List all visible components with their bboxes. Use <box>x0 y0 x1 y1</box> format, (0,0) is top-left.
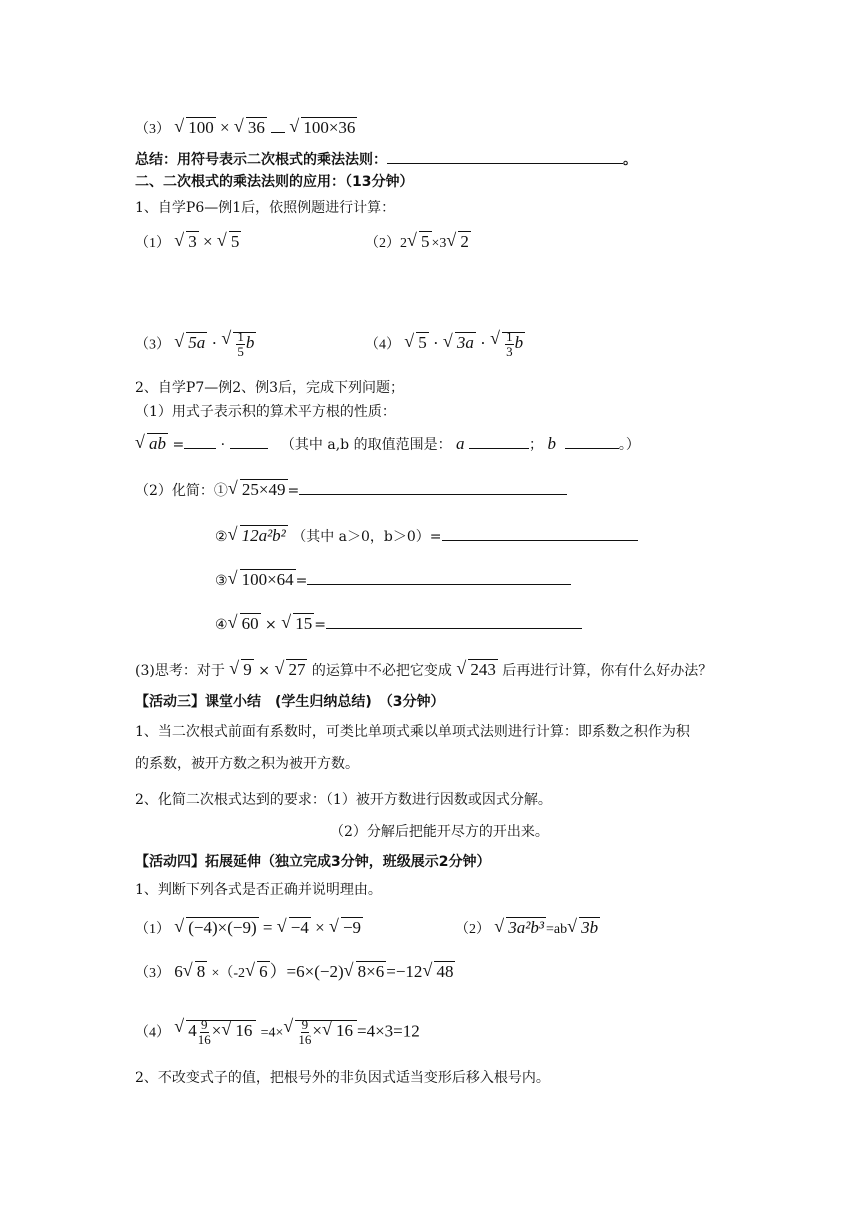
mult-text: ×3 <box>431 236 447 251</box>
sqrt-fraction: √ $\frac{9}{16}$ ×√ 16 <box>285 1018 357 1047</box>
sqrt-neg4: √ −4 <box>279 918 311 938</box>
ex1-q2 <box>365 232 471 254</box>
item-label: ④ <box>215 617 228 633</box>
item-label: （2）2 <box>365 236 407 251</box>
judge-3 <box>135 962 455 984</box>
think-text: (3)思考：对于 <box>135 663 225 679</box>
sqrt-8x6: √ 8×6 <box>346 962 387 982</box>
act3-p1a: 1、当二次根式前面有系数时，可类比单项式乘以单项式法则进行计算：即系数之积作为积 <box>135 724 690 740</box>
answer-blank[interactable] <box>326 628 582 629</box>
sqrt-fifth-b: √ $\frac{1}{5}$ b <box>223 330 256 359</box>
sqrt-100: √ 100 <box>176 118 216 138</box>
blank-a[interactable] <box>469 448 529 449</box>
act4-q2: 2、不改变式子的值，把根号外的非负因式适当变形后移入根号内。 <box>135 1070 550 1086</box>
var-b: b <box>547 434 556 453</box>
sqrt-neg9: √ −9 <box>331 918 363 938</box>
sqrt-3: √ 3 <box>176 232 199 252</box>
judge-1: （1） √ (−4)×(−9) = √ −4 × √ −9 <box>135 918 363 940</box>
sqrt-12a2b2: √ 12a²b² <box>230 526 288 546</box>
item-label: （3） <box>135 122 170 137</box>
expanded: ）=6×(−2) <box>269 962 344 981</box>
item-label: （4） <box>365 337 400 353</box>
item-label: （3） <box>135 966 170 981</box>
ex2-q1-formula: √ ab = · （其中 a,b 的取值范围是： a ； b 。） <box>135 434 640 455</box>
sqrt-36: √ 36 <box>236 118 267 138</box>
activity-3-heading: 【活动三】课堂小结 (学生归纳总结) （3分钟） <box>135 694 445 710</box>
summary-blank[interactable] <box>387 163 623 164</box>
item-label: （4） <box>135 1025 170 1041</box>
section-2-heading: 二、二次根式的乘法法则的应用：（13分钟） <box>135 174 414 190</box>
result: =−12 <box>386 962 423 981</box>
answer-blank[interactable] <box>442 540 638 541</box>
item-label: （2）化简：① <box>135 483 228 499</box>
ex1-q3 <box>135 330 256 359</box>
sqrt-3b: √ 3b <box>569 918 600 938</box>
item-label: （1） <box>135 236 170 251</box>
sqrt-15: √ 15 <box>283 614 314 634</box>
sqrt-third-b: √ $\frac{1}{3}$ b <box>492 330 525 359</box>
dot: · <box>480 333 486 353</box>
equals: = <box>314 617 326 633</box>
example2-q1: （1）用式子表示积的算术平方根的性质： <box>135 404 396 420</box>
sqrt-48: √ 48 <box>424 962 455 982</box>
example1-intro: 1、自学P6—例1后，依照例题进行计算： <box>135 200 396 216</box>
var-a: a <box>456 434 465 453</box>
sqrt-60: √ 60 <box>230 614 261 634</box>
ab-text: =ab <box>545 922 568 937</box>
ex1-q4 <box>365 330 525 359</box>
act3-p2: 2、化简二次根式达到的要求：（1）被开方数进行因数或因式分解。 <box>135 792 552 808</box>
item-label: ③ <box>215 573 228 589</box>
judge-4 <box>135 1018 420 1047</box>
equals: = <box>295 573 308 589</box>
think-text-2: 的运算中不必把它变成 <box>311 663 452 679</box>
sqrt-5: √ 5 <box>219 232 242 252</box>
ex2-q2-3 <box>215 570 571 591</box>
sqrt-neg-product: √ (−4)×(−9) <box>176 918 258 938</box>
sqrt-mixed-fraction: √ 4 $\frac{9}{16}$ ×√ 16 <box>176 1018 256 1047</box>
summary-end: 。 <box>623 152 637 168</box>
equals: = <box>172 437 185 453</box>
act4-q1: 1、判断下列各式是否正确并说明理由。 <box>135 882 382 898</box>
sqrt-2: √ 2 <box>448 232 471 252</box>
condition: （其中 a＞0，b＞0） <box>292 529 430 545</box>
item-label: ② <box>215 529 228 545</box>
sqrt-243: √ 243 <box>458 660 498 680</box>
ex2-q2-4: ④√ 60 × √ 15 = <box>215 614 582 635</box>
sqrt-3a: √ 3a <box>445 333 476 353</box>
ex2-q2-1 <box>135 480 567 501</box>
result: =4×3=12 <box>356 1021 420 1041</box>
sqrt-5a: √ 5a <box>176 333 207 353</box>
sqrt-ab: √ ab <box>137 434 168 454</box>
sqrt-5: √ 5 <box>409 232 432 252</box>
sqrt-3a2b3: √ 3a²b³ <box>496 918 546 938</box>
think-text-3: 后再进行计算，你有什么好办法？ <box>502 663 713 679</box>
item3-line: （3） √ 100 × √ 36 √ 100×36 <box>135 118 357 140</box>
item-label: （2） <box>455 922 490 937</box>
think-line: (3)思考：对于 √ 9 × √ 27 的运算中不必把它变成 √ 243 后再进行计算，你有什么好办法？ <box>135 660 712 681</box>
answer-blank[interactable] <box>271 132 285 133</box>
equals: = <box>429 529 442 545</box>
dot: · <box>211 333 218 353</box>
sqrt-5: √ 5 <box>406 333 429 353</box>
sqrt-8: √ 8 <box>185 962 208 982</box>
eq-4x: =4× <box>260 1025 284 1041</box>
answer-blank[interactable] <box>307 584 571 585</box>
range-text: （其中 a,b 的取值范围是： <box>280 437 452 453</box>
summary-line <box>135 150 637 170</box>
blank-b[interactable] <box>565 448 619 449</box>
mult-text: ×（-2 <box>211 966 246 981</box>
sqrt-100x64: √ 100×64 <box>230 570 296 590</box>
coef-6: 6 <box>174 962 183 981</box>
item-label: （1） <box>135 922 170 937</box>
equals: = <box>287 483 300 499</box>
dot: · <box>433 333 439 353</box>
sqrt-27: √ 27 <box>276 660 307 680</box>
ex2-q2-2 <box>215 526 638 547</box>
sqrt-9: √ 9 <box>231 660 254 680</box>
sep: ； <box>528 437 543 453</box>
sqrt-6: √ 6 <box>247 962 270 982</box>
summary-text: 总结：用符号表示二次根式的乘法法则： <box>135 152 387 168</box>
sqrt-product: √ 100×36 <box>291 118 357 138</box>
sqrt-25x49: √ 25×49 <box>230 480 288 500</box>
blank-1[interactable] <box>184 448 216 449</box>
activity-4-heading: 【活动四】拓展延伸（独立完成3分钟，班级展示2分钟） <box>135 854 491 870</box>
judge-2 <box>455 918 600 940</box>
item-label: （3） <box>135 337 170 353</box>
blank-2[interactable] <box>230 448 268 449</box>
example2-intro: 2、自学P7—例2、例3后，完成下列问题； <box>135 380 405 396</box>
act3-p3: （2）分解后把能开尽方的开出来。 <box>330 824 549 840</box>
range-end: 。） <box>618 437 640 453</box>
act3-p1b: 的系数，被开方数之积为被开方数。 <box>135 756 359 772</box>
answer-blank[interactable] <box>299 494 567 495</box>
ex1-q1: （1） √ 3 × √ 5 <box>135 232 241 254</box>
